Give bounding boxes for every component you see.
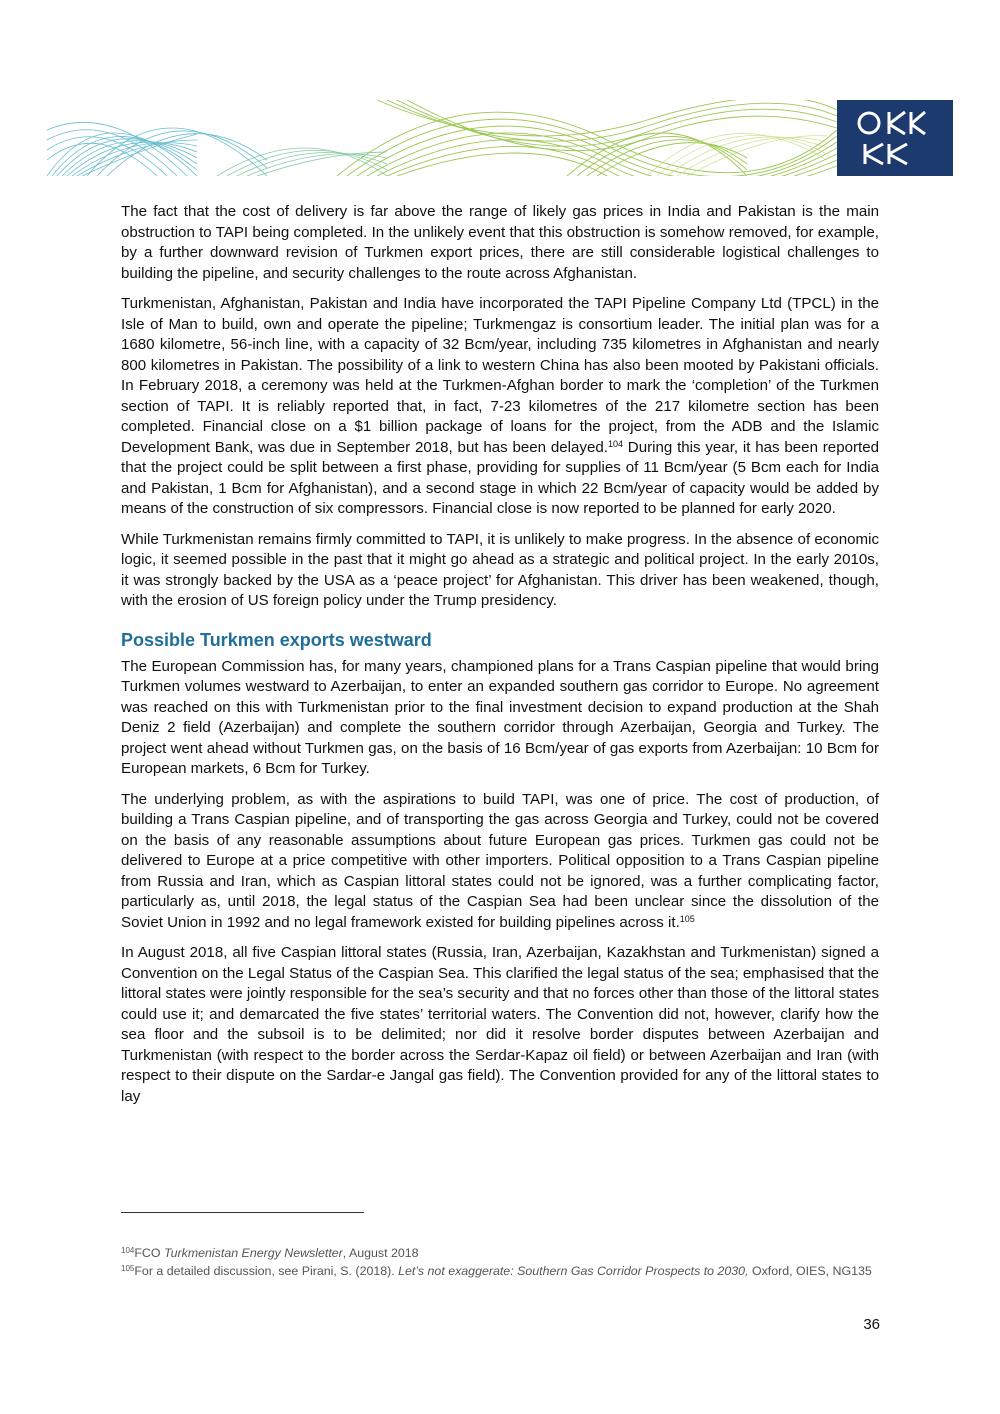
- footnote-divider: [121, 1212, 364, 1213]
- footnote-text: , August 2018: [342, 1246, 419, 1260]
- paragraph-tapi-commitment: While Turkmenistan remains firmly committed to TAPI, it is unlikely to make progress. In the absence of economic logic, it seemed possible in the past that it might go ahead as a strategic and political project. In the early 2010s, it was strongly backed by the USA as a ‘peace project’ for Afghanistan. This driver has been weakened, though, with the erosion of US foreign policy under the Trump presidency.: [121, 530, 879, 609]
- footnote-reference: 104: [607, 438, 623, 449]
- footnote-number: 104: [121, 1246, 135, 1255]
- footnote-title: Let’s not exaggerate: Southern Gas Corridor Prospects to 2030,: [398, 1264, 749, 1278]
- footnote-text: FCO: [134, 1246, 164, 1260]
- paragraph-tapi-company: [121, 294, 879, 520]
- main-text: [121, 202, 879, 1117]
- footnote-title: Turkmenistan Energy Newsletter: [163, 1246, 343, 1260]
- paragraph-tapi-obstruction: The fact that the cost of delivery is far above the range of likely gas prices in India and Pakistan is the main obstruction to TAPI being completed. In the unlikely event that this obstruction is somehow removed, for example, by a further downward revision of Turkmen export prices, there are still considerable logistical challenges to building the pipeline, and security challenges to the route across Afghanistan.: [121, 203, 879, 282]
- paragraph-text: Turkmenistan, Afghanistan, Pakistan and India have incorporated the TAPI Pipeline Company Ltd (TPCL) in the Isle of Man to build, own and operate the pipeline; Turkmengaz is consortium leader. The initial plan was for a 1680 kilometre, 56-inch line, with a capacity of 32 Bcm/year, including 735 kilometres in Afghanistan and nearly 800 kilometres in Pakistan. The possibility of a link to western China has also been mooted by Pakistani officials. In February 2018, a ceremony was held at the Turkmen-Afghan border to mark the ‘completion’ of the Turkmen section of TAPI. It is reliably reported that, in fact, 7-23 kilometres of the 217 kilometre section has been completed. Financial close on a $1 billion package of loans for the project, from the ADB and the Islamic Development Bank, was due in September 2018, but has been delayed.: [121, 295, 879, 456]
- footnote-text: Oxford, OIES, NG135: [748, 1264, 872, 1278]
- footnote-104: [121, 1244, 881, 1262]
- page-number: 36: [863, 1316, 880, 1333]
- footnote-number: 105: [121, 1264, 135, 1273]
- section-heading: Possible Turkmen exports westward: [121, 629, 432, 650]
- paragraph-caspian-convention: In August 2018, all five Caspian littoral states (Russia, Iran, Azerbaijan, Kazakhstan and Turkmenistan) signed a Convention on the Legal Status of the Caspian Sea. This clarified the legal status of the sea; emphasised that the littoral states were jointly responsible for the sea’s security and that no forces other than those of the littoral states could use it; and demarcated the five states’ territorial waters. The Convention did not, however, clarify how the sea floor and the subsoil is to be delimited; nor did it resolve border disputes between Azerbaijan and Turkmenistan (with respect to the border across the Serdar-Kapaz oil field) or between Azerbaijan and Iran (with respect to their dispute on the Sardar-e Jangal gas field). The Convention provided for any of the littoral states to lay: [121, 944, 879, 1105]
- footnote-105: [121, 1262, 881, 1280]
- paragraph-text: The underlying problem, as with the aspirations to build TAPI, was one of price. The cost of production, of building a Trans Caspian pipeline, and of transporting the gas across Georgia and Turkey, could not be covered on the basis of any reasonable assumptions about future European gas prices. Turkmen gas could not be delivered to Europe at a price competitive with other importers. Political opposition to a Trans Caspian pipeline from Russia and Iran, which as Caspian littoral states could not be ignored, was a further complicating factor, particularly as, until 2018, the legal status of the Caspian Sea had been unclear since the dissolution of the Soviet Union in 1992 and no legal framework existed for building pipelines across it.: [121, 790, 879, 931]
- paragraph-text: During this year, it has been reported that the project could be split between a first phase, providing for supplies of 11 Bcm/year (5 Bcm each for India and Pakistan, 1 Bcm for Afghanistan), and a second stage in which 22 Bcm/year of capacity would be added by means of the construction of six compressors. Financial close is now reported to be planned for early 2020.: [121, 438, 879, 517]
- footnotes: [121, 1244, 881, 1280]
- paragraph-european-commission: The European Commission has, for many years, championed plans for a Trans Caspian pipeline that would bring Turkmen volumes westward to Azerbaijan, to enter an expanded southern gas corridor to Europe. No agreement was reached on this with Turkmenistan prior to the final investment decision to expand production at the Shah Deniz 2 field (Azerbaijan) and complete the southern corridor through Azerbaijan, Georgia and Turkey. The project went ahead without Turkmen gas, on the basis of 16 Bcm/year of gas exports from Azerbaijan: 10 Bcm for European markets, 6 Bcm for Turkey.: [121, 657, 879, 777]
- paragraph-price-problem: [121, 790, 879, 934]
- wave-pattern-graphic: [47, 100, 953, 176]
- header-banner: [47, 100, 953, 176]
- footnote-text: For a detailed discussion, see Pirani, S. (2018).: [134, 1264, 399, 1278]
- logo-background: [837, 100, 953, 176]
- footnote-reference: 105: [679, 913, 695, 924]
